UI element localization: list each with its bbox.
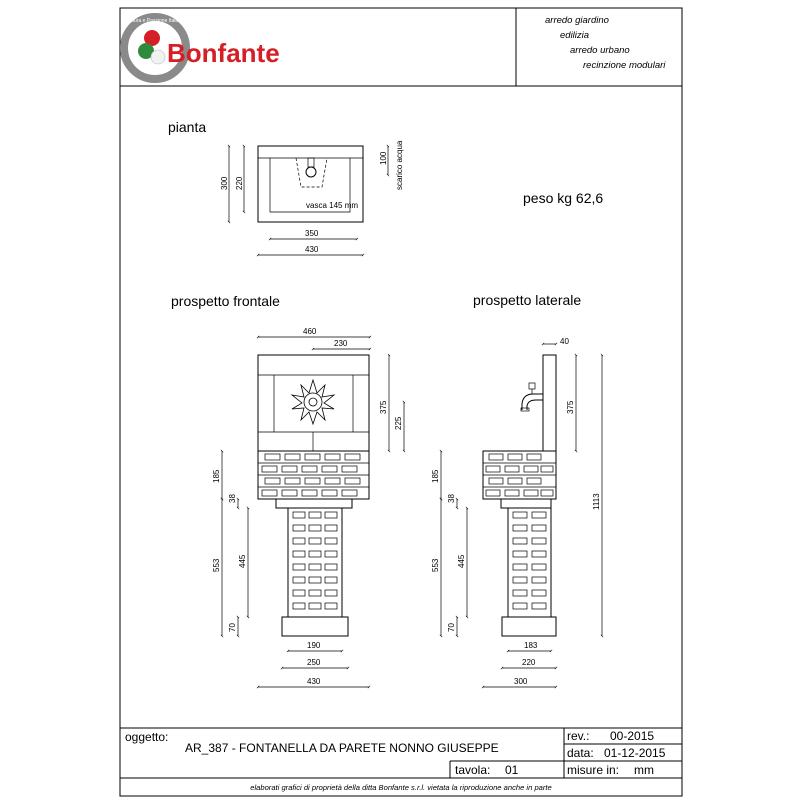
side-dim-445: 445	[457, 554, 466, 568]
front-dim-70: 70	[228, 623, 237, 632]
front-step	[276, 499, 352, 508]
ownership-footer: elaborati grafici di proprietà della ditta Bonfante s.r.l. vietata la riproduzione anche in parte	[250, 783, 552, 792]
side-dim-1113: 1113	[592, 493, 601, 510]
front-view	[212, 327, 404, 687]
units-value: mm	[634, 763, 654, 777]
title-block	[120, 728, 682, 792]
front-dim-38: 38	[228, 494, 237, 503]
sheet-value: 01	[505, 763, 519, 777]
front-dim-185: 185	[212, 469, 221, 483]
date-value: 01-12-2015	[604, 746, 666, 760]
plan-basin-label: vasca 145 mm	[306, 201, 359, 210]
front-dim-553: 553	[212, 558, 221, 572]
sheet-label: tavola:	[455, 763, 491, 777]
brand-name: Bonfante	[167, 38, 280, 68]
side-dim-185: 185	[431, 469, 440, 483]
date-label: data:	[567, 746, 594, 760]
plan-dim-220: 220	[235, 176, 244, 190]
tagline-edilizia: edilizia	[560, 30, 590, 41]
front-dim-445: 445	[238, 554, 247, 568]
front-dim-375: 375	[379, 400, 388, 414]
front-dim-190: 190	[307, 641, 321, 650]
front-dim-430: 430	[307, 677, 321, 686]
logo-white-petal	[151, 50, 165, 64]
weight-label: peso kg 62,6	[523, 190, 604, 206]
plan-dim-100: 100	[379, 151, 388, 165]
plan-outline	[258, 146, 363, 222]
front-column-bricks	[293, 512, 337, 609]
plan-dim-350: 350	[305, 229, 319, 238]
tagline-arredo-urbano: arredo urbano	[570, 45, 630, 56]
plan-drain-tap	[308, 158, 314, 167]
side-step	[501, 499, 551, 508]
side-dim-300: 300	[514, 677, 528, 686]
bonfante-logo	[124, 17, 280, 79]
side-column-bricks	[513, 512, 546, 609]
front-brick-courses	[258, 454, 369, 496]
side-dim-183: 183	[524, 641, 538, 650]
front-dim-460: 460	[303, 327, 317, 336]
side-dim-38: 38	[447, 494, 456, 503]
front-dim-225: 225	[394, 416, 403, 430]
tagline-arredo-giardino: arredo giardino	[545, 15, 609, 26]
logo-ring-text: Cultura e Passione Italiana	[125, 18, 185, 24]
plan-dim-430: 430	[305, 245, 319, 254]
rev-label: rev.:	[567, 729, 590, 743]
rev-value: 00-2015	[610, 729, 655, 743]
object-value: AR_387 - FONTANELLA DA PARETE NONNO GIUSEPPE	[185, 741, 499, 755]
side-base	[502, 617, 556, 636]
front-base	[282, 617, 348, 636]
plan-drain-channel	[296, 158, 327, 187]
sun-mask-ornament	[292, 380, 334, 424]
side-dim-70: 70	[447, 623, 456, 632]
front-title: prospetto frontale	[171, 293, 280, 309]
side-tap	[521, 383, 543, 411]
plan-drain-label: scarico acqua	[395, 140, 404, 190]
side-wall-panel	[543, 355, 556, 451]
side-view	[431, 337, 602, 687]
side-dim-40: 40	[560, 337, 569, 346]
side-dim-553: 553	[431, 558, 440, 572]
front-dim-250: 250	[307, 658, 321, 667]
side-title: prospetto laterale	[473, 292, 582, 308]
plan-title: pianta	[168, 119, 207, 135]
units-label: misure in:	[567, 763, 620, 777]
side-column	[508, 508, 551, 617]
plan-view	[220, 140, 404, 255]
side-dim-375: 375	[566, 400, 575, 414]
front-dim-230: 230	[334, 339, 348, 348]
object-label: oggetto:	[125, 730, 169, 744]
front-column	[288, 508, 342, 617]
side-dim-220: 220	[522, 658, 536, 667]
side-brick-courses	[483, 454, 556, 496]
plan-drain-hole	[306, 167, 316, 177]
plan-dim-300: 300	[220, 176, 229, 190]
tagline-recinzione-modulari: recinzione modulari	[583, 60, 666, 71]
